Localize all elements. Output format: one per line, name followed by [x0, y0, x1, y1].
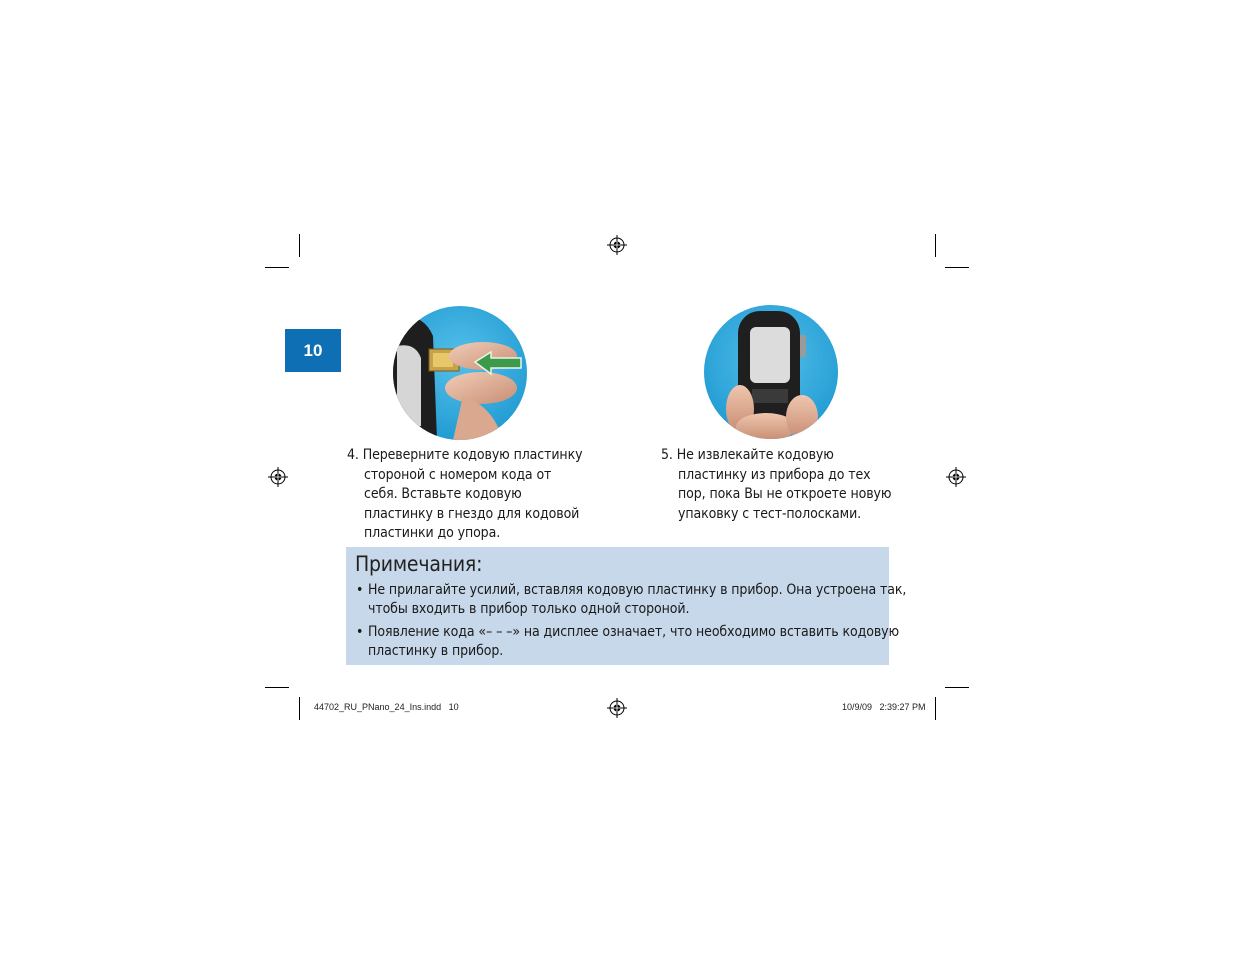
- registration-mark-icon: [607, 698, 627, 718]
- step-line: пор, пока Вы не откроете новую: [678, 486, 892, 503]
- step-4-text: [347, 446, 582, 544]
- photo-insert-code-key: [393, 306, 527, 440]
- note-line: Появление кода «– – –» на дисплее означает, что необходимо вставить кодовую: [368, 624, 900, 640]
- bullet: •: [356, 582, 364, 598]
- crop-mark: [299, 234, 300, 257]
- step-line: себя. Вставьте кодовую: [364, 486, 522, 503]
- crop-mark: [299, 697, 300, 720]
- slug-date: 10/9/09 2:39:27 PM: [842, 702, 926, 712]
- slug-filename: 44702_RU_PNano_24_Ins.indd 10: [314, 702, 459, 712]
- step-line: стороной с номером кода от: [364, 466, 552, 483]
- step-5-number: 5.: [661, 447, 673, 463]
- crop-mark: [935, 234, 936, 257]
- notes-box: [346, 547, 907, 665]
- note-item: [356, 623, 899, 660]
- step-4-number: 4.: [347, 447, 359, 463]
- step-line: пластинку в гнездо для кодовой: [364, 505, 580, 522]
- step-5-text: [661, 446, 891, 524]
- step-line: пластинки до упора.: [364, 525, 501, 542]
- step-5-line-1: [661, 446, 891, 466]
- note-line: чтобы входить в прибор только одной стороной.: [368, 600, 690, 617]
- step-line: упаковку с тест-полосками.: [678, 505, 862, 522]
- note-line: Не прилагайте усилий, вставляя кодовую пластинку в прибор. Она устроена так,: [368, 582, 907, 598]
- crop-mark: [265, 267, 289, 268]
- step-line: Переверните кодовую пластинку: [362, 447, 583, 463]
- registration-mark-icon: [268, 467, 288, 487]
- bullet: •: [356, 624, 364, 640]
- step-4-line-1: [347, 446, 582, 466]
- crop-mark: [945, 267, 969, 268]
- note-line: пластинку в прибор.: [368, 642, 504, 659]
- note-item: [356, 581, 906, 618]
- step-line: пластинку из прибора до тех: [678, 466, 871, 483]
- step-line: Не извлекайте кодовую: [676, 447, 834, 463]
- photo-meter-with-code-key: [704, 305, 838, 439]
- crop-mark: [945, 687, 969, 688]
- page-number-tab: [285, 329, 341, 372]
- registration-mark-icon: [607, 235, 627, 255]
- registration-mark-icon: [946, 467, 966, 487]
- crop-mark: [935, 697, 936, 720]
- page-number: 10: [303, 340, 323, 360]
- crop-mark: [265, 687, 289, 688]
- notes-title: Примечания:: [355, 552, 483, 576]
